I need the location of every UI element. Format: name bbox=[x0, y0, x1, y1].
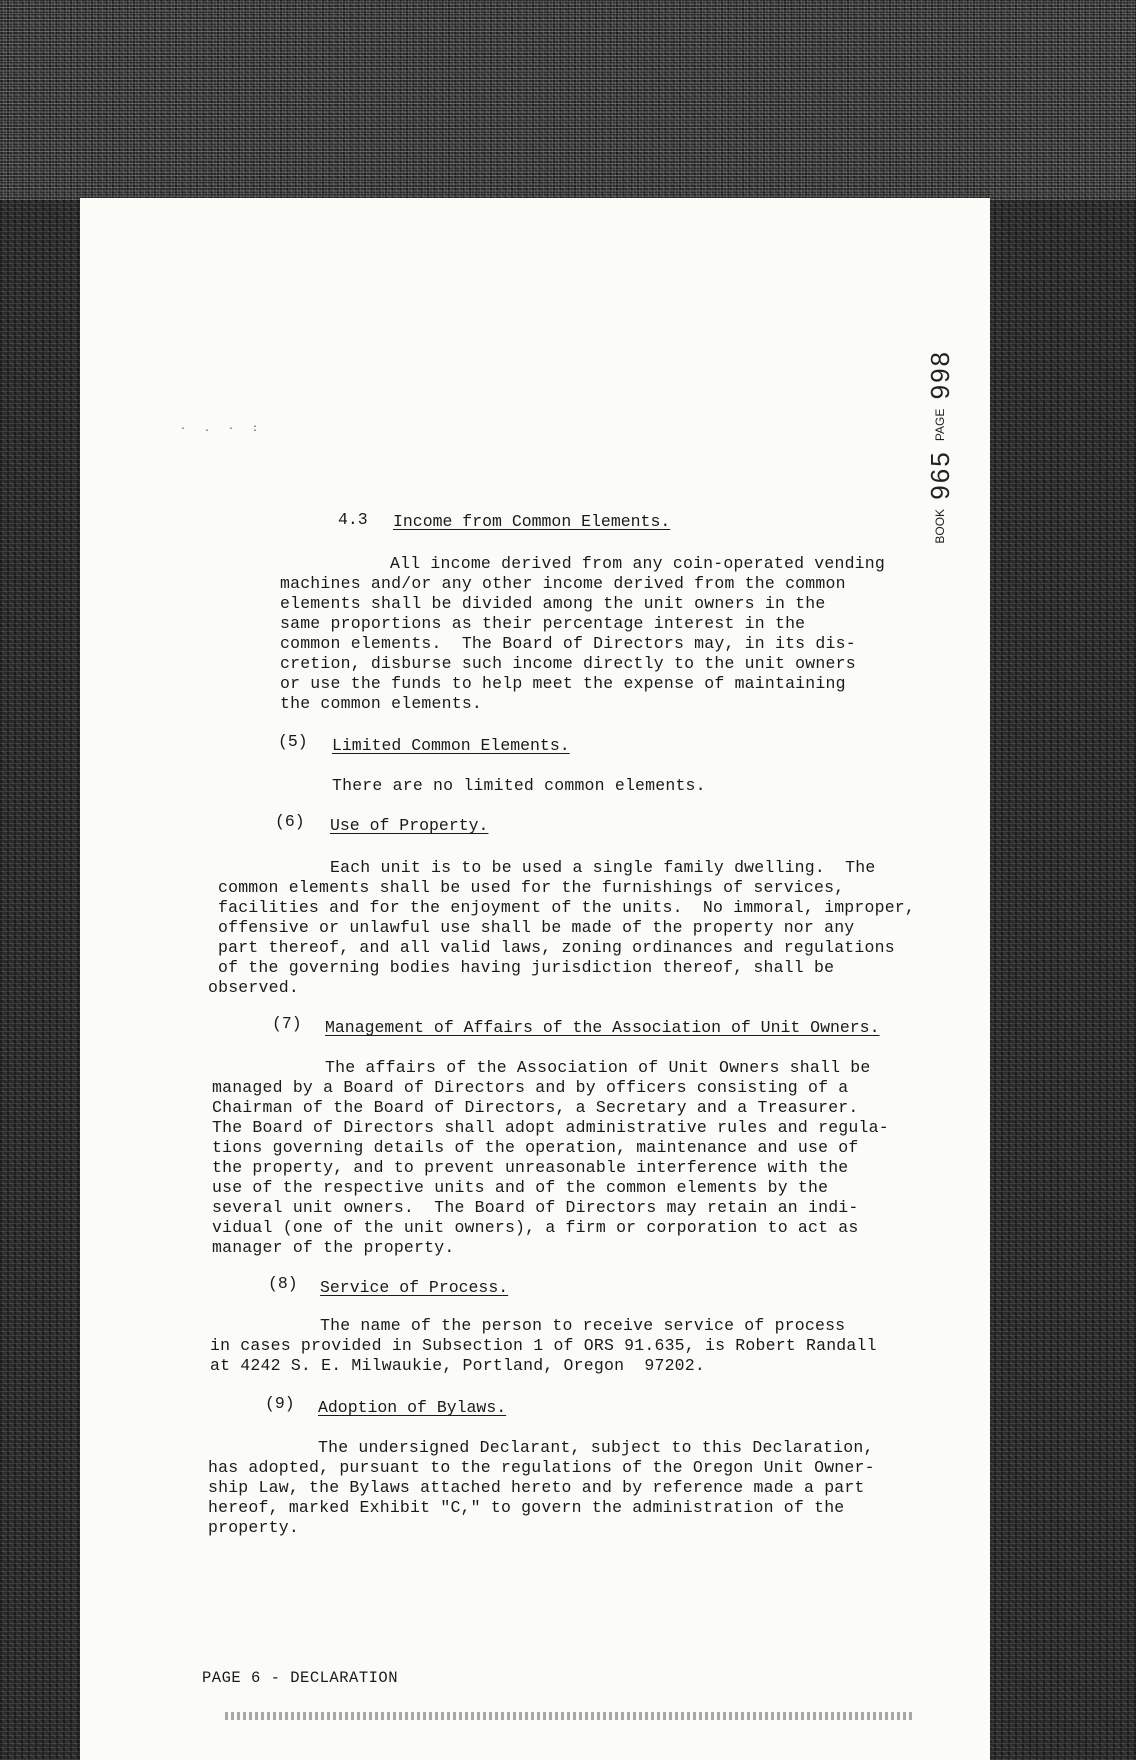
income-line-8: the common elements. bbox=[280, 694, 483, 713]
bylaws-line-4: hereof, marked Exhibit "C," to govern the administration of the bbox=[208, 1498, 845, 1517]
use-line-3: facilities and for the enjoyment of the units. No immoral, improper, bbox=[218, 898, 916, 917]
section-number-service: (8) bbox=[268, 1274, 298, 1293]
income-line-5: common elements. The Board of Directors may, in its dis- bbox=[280, 634, 856, 653]
section-title-use: Use of Property. bbox=[330, 816, 489, 835]
page-number: 998 bbox=[925, 350, 955, 400]
document-content bbox=[80, 198, 990, 1760]
section-number-income: 4.3 bbox=[338, 510, 368, 529]
section-title-limited: Limited Common Elements. bbox=[332, 736, 570, 755]
management-line-8: several unit owners. The Board of Directors may retain an indi- bbox=[212, 1198, 859, 1217]
use-line-5: part thereof, and all valid laws, zoning ordinances and regulations bbox=[218, 938, 895, 957]
section-number-limited: (5) bbox=[278, 732, 308, 751]
page-footer: PAGE 6 - DECLARATION bbox=[202, 1669, 399, 1687]
use-line-1: Each unit is to be used a single family dwelling. The bbox=[330, 858, 876, 877]
income-line-7: or use the funds to help meet the expense of maintaining bbox=[280, 674, 846, 693]
income-line-2: machines and/or any other income derived from the common bbox=[280, 574, 846, 593]
management-line-3: Chairman of the Board of Directors, a Secretary and a Treasurer. bbox=[212, 1098, 859, 1117]
management-line-7: use of the respective units and of the common elements by the bbox=[212, 1178, 829, 1197]
management-line-6: the property, and to prevent unreasonable interference with the bbox=[212, 1158, 849, 1177]
section-number-bylaws: (9) bbox=[265, 1394, 295, 1413]
section-title-management: Management of Affairs of the Association of Unit Owners. bbox=[325, 1018, 880, 1037]
management-line-10: manager of the property. bbox=[212, 1238, 455, 1257]
service-line-1: The name of the person to receive service of process bbox=[320, 1316, 846, 1335]
management-line-9: vidual (one of the unit owners), a firm or corporation to act as bbox=[212, 1218, 859, 1237]
management-line-2: managed by a Board of Directors and by officers consisting of a bbox=[212, 1078, 849, 1097]
use-line-2: common elements shall be used for the furnishings of services, bbox=[218, 878, 845, 897]
income-line-3: elements shall be divided among the unit owners in the bbox=[280, 594, 826, 613]
bylaws-line-2: has adopted, pursuant to the regulations of the Oregon Unit Owner- bbox=[208, 1458, 875, 1477]
income-line-4: same proportions as their percentage interest in the bbox=[280, 614, 806, 633]
use-line-7: observed. bbox=[208, 978, 299, 997]
book-number: 965 bbox=[925, 450, 955, 500]
section-number-use: (6) bbox=[275, 812, 305, 831]
bylaws-line-1: The undersigned Declarant, subject to this Declaration, bbox=[318, 1438, 874, 1457]
management-line-1: The affairs of the Association of Unit Owners shall be bbox=[325, 1058, 871, 1077]
bylaws-line-3: ship Law, the Bylaws attached hereto and by reference made a part bbox=[208, 1478, 865, 1497]
section-title-bylaws: Adoption of Bylaws. bbox=[318, 1398, 507, 1417]
scan-noise-top bbox=[0, 0, 1136, 200]
section-title-service: Service of Process. bbox=[320, 1278, 509, 1297]
service-line-2: in cases provided in Subsection 1 of ORS 91.635, is Robert Randall bbox=[210, 1336, 877, 1355]
scan-specks: · . · : bbox=[180, 424, 265, 435]
limited-line-1: There are no limited common elements. bbox=[332, 776, 706, 795]
book-page-stamp bbox=[925, 350, 955, 544]
management-line-5: tions governing details of the operation, maintenance and use of bbox=[212, 1138, 859, 1157]
income-line-1: All income derived from any coin-operated vending bbox=[390, 554, 885, 573]
service-line-3: at 4242 S. E. Milwaukie, Portland, Oregon 97202. bbox=[210, 1356, 705, 1375]
income-line-6: cretion, disburse such income directly to the unit owners bbox=[280, 654, 856, 673]
use-line-6: of the governing bodies having jurisdiction thereof, shall be bbox=[218, 958, 835, 977]
scan-edge-line bbox=[225, 1712, 915, 1720]
section-title-income: Income from Common Elements. bbox=[393, 512, 671, 531]
book-label: BOOK bbox=[933, 508, 947, 544]
use-line-4: offensive or unlawful use shall be made of the property nor any bbox=[218, 918, 855, 937]
page-label: PAGE bbox=[933, 408, 947, 442]
section-number-management: (7) bbox=[272, 1014, 302, 1033]
bylaws-line-5: property. bbox=[208, 1518, 299, 1537]
management-line-4: The Board of Directors shall adopt administrative rules and regula- bbox=[212, 1118, 889, 1137]
